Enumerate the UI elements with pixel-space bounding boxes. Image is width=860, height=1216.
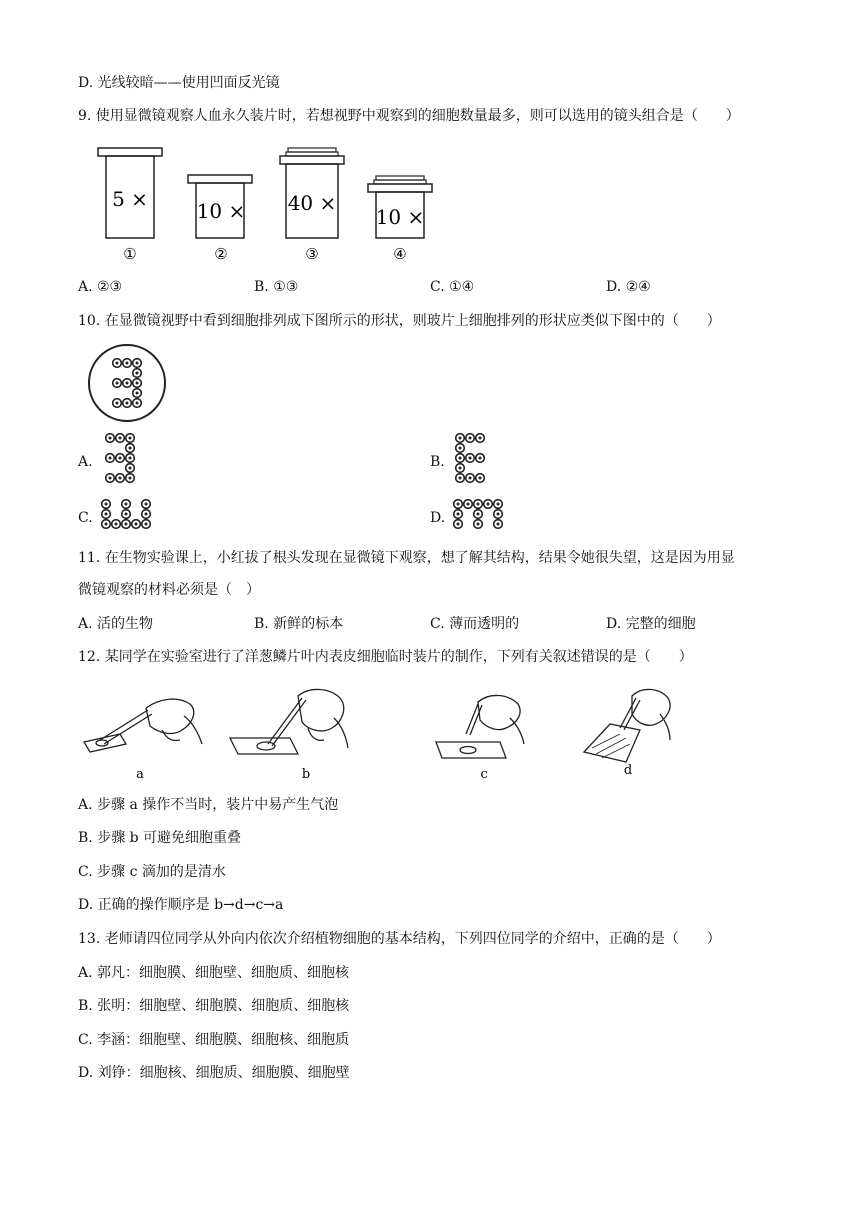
- q9-option-b[interactable]: B. ①③: [254, 279, 299, 295]
- q13-option-d[interactable]: D. 刘铮：细胞核、细胞质、细胞膜、细胞壁: [78, 1065, 350, 1081]
- q10-option-a-label[interactable]: A.: [78, 454, 93, 470]
- q13-stem: 13. 老师请四位同学从外向内依次介绍植物细胞的基本结构，下列四位同学的介绍中，正确的是（ ）: [78, 931, 721, 947]
- cell-nucleus: [135, 391, 138, 394]
- q10-field-of-view: [86, 342, 168, 424]
- cell-nucleus: [118, 476, 121, 479]
- cell-nucleus: [476, 522, 479, 525]
- q10-option-d-pattern: [452, 498, 504, 532]
- step-c-illustration: [436, 695, 524, 758]
- lens-1-num: ①: [123, 245, 137, 263]
- q12-steps-figure: [80, 682, 680, 782]
- cell-nucleus: [108, 476, 111, 479]
- q13-option-a[interactable]: A. 郭凡：细胞膜、细胞壁、细胞质、细胞核: [78, 965, 350, 981]
- q10-option-b-pattern: [454, 432, 488, 484]
- cell-nucleus: [458, 476, 461, 479]
- q13-option-c[interactable]: C. 李涵：细胞壁、细胞膜、细胞核、细胞质: [78, 1032, 350, 1048]
- step-a-label: a: [136, 767, 144, 782]
- cell-nucleus: [115, 381, 118, 384]
- cell-nucleus: [458, 446, 461, 449]
- step-c-label: c: [480, 767, 488, 782]
- cell-nucleus: [144, 512, 147, 515]
- cell-nucleus: [135, 371, 138, 374]
- q10-option-c-label[interactable]: C.: [78, 510, 93, 526]
- step-d-label: d: [623, 763, 633, 778]
- cell-nucleus: [486, 502, 489, 505]
- lens-4-mag: 10 ×: [375, 205, 425, 229]
- cell-nucleus: [456, 522, 459, 525]
- cell-nucleus: [128, 466, 131, 469]
- cell-nucleus: [104, 502, 107, 505]
- cell-nucleus: [128, 436, 131, 439]
- cell-nucleus: [476, 502, 479, 505]
- cell-nucleus: [114, 522, 117, 525]
- q12-option-c[interactable]: C. 步骤 c 滴加的是清水: [78, 864, 226, 880]
- cell-nucleus: [124, 522, 127, 525]
- lens-3-mag: 40 ×: [287, 191, 337, 215]
- cell-nucleus: [456, 502, 459, 505]
- q9-lens-figure: [90, 142, 450, 264]
- cell-nucleus: [128, 476, 131, 479]
- cell-nucleus: [468, 456, 471, 459]
- lens-2-num: ②: [214, 245, 228, 263]
- lens-4: [368, 176, 432, 263]
- cell-nucleus: [135, 361, 138, 364]
- step-d-illustration: [584, 689, 670, 762]
- cell-nucleus: [135, 381, 138, 384]
- step-a-illustration: [84, 699, 202, 752]
- cell-nucleus: [458, 436, 461, 439]
- lens-3: [280, 148, 344, 263]
- cell-nucleus: [144, 502, 147, 505]
- cell-nucleus: [458, 466, 461, 469]
- q10-stem: 10. 在显微镜视野中看到细胞排列成下图所示的形状，则玻片上细胞排列的形状应类似下图中的（ ）: [78, 313, 721, 329]
- cell-nucleus: [468, 436, 471, 439]
- cell-nucleus: [135, 401, 138, 404]
- cell-nucleus: [128, 456, 131, 459]
- cell-nucleus: [134, 522, 137, 525]
- cell-nucleus: [118, 436, 121, 439]
- lens-1: [98, 148, 162, 263]
- cell-nucleus: [104, 522, 107, 525]
- cell-nucleus: [496, 512, 499, 515]
- cell-nucleus: [458, 456, 461, 459]
- cell-nucleus: [478, 476, 481, 479]
- q10-option-a-pattern: [104, 432, 138, 484]
- lens-4-num: ④: [393, 245, 407, 263]
- q11-option-d[interactable]: D. 完整的细胞: [606, 616, 696, 632]
- q11-option-b[interactable]: B. 新鲜的标本: [254, 616, 344, 632]
- q12-option-a[interactable]: A. 步骤 a 操作不当时，装片中易产生气泡: [78, 797, 339, 813]
- cell-nucleus: [476, 512, 479, 515]
- q10-option-c-pattern: [100, 498, 152, 532]
- q11-stem-line1: 11. 在生物实验课上，小红拔了根头发现在显微镜下观察，想了解其结构，结果令她很失望，这是因为用显: [78, 550, 735, 566]
- cell-nucleus: [468, 476, 471, 479]
- cell-nucleus: [128, 446, 131, 449]
- q9-option-d[interactable]: D. ②④: [606, 279, 651, 295]
- cell-nucleus: [115, 361, 118, 364]
- cell-nucleus: [496, 502, 499, 505]
- cell-nucleus: [125, 401, 128, 404]
- q9-option-a[interactable]: A. ②③: [78, 279, 123, 295]
- q10-option-b-label[interactable]: B.: [430, 454, 445, 470]
- cell-nucleus: [456, 512, 459, 515]
- q10-option-d-label[interactable]: D.: [430, 510, 446, 526]
- q12-stem: 12. 某同学在实验室进行了洋葱鳞片叶内表皮细胞临时装片的制作，下列有关叙述错误的是（ ）: [78, 649, 693, 665]
- q11-option-a[interactable]: A. 活的生物: [78, 616, 154, 632]
- q11-stem-line2: 微镜观察的材料必须是（ ）: [78, 582, 260, 598]
- cell-nucleus: [115, 401, 118, 404]
- q9-stem: 9. 使用显微镜观察人血永久装片时，若想视野中观察到的细胞数量最多，则可以选用的镜头组合是（ ）: [78, 108, 740, 124]
- cell-nucleus: [478, 436, 481, 439]
- cell-nucleus: [108, 436, 111, 439]
- cell-nucleus: [496, 522, 499, 525]
- q13-option-b[interactable]: B. 张明：细胞壁、细胞膜、细胞质、细胞核: [78, 998, 350, 1014]
- cell-nucleus: [104, 512, 107, 515]
- fov-cell-pattern: [113, 359, 142, 408]
- cell-nucleus: [108, 456, 111, 459]
- step-b-illustration: [230, 689, 348, 754]
- cell-nucleus: [124, 512, 127, 515]
- cell-nucleus: [144, 522, 147, 525]
- q9-option-c[interactable]: C. ①④: [430, 279, 475, 295]
- lens-1-mag: 5 ×: [112, 187, 148, 211]
- cell-nucleus: [478, 456, 481, 459]
- q12-option-b[interactable]: B. 步骤 b 可避免细胞重叠: [78, 830, 242, 846]
- cell-nucleus: [118, 456, 121, 459]
- q11-option-c[interactable]: C. 薄而透明的: [430, 616, 520, 632]
- cell-nucleus: [466, 502, 469, 505]
- lens-2: [188, 175, 252, 263]
- step-b-label: b: [301, 767, 311, 782]
- lens-3-num: ③: [305, 245, 319, 263]
- cell-nucleus: [125, 361, 128, 364]
- lens-2-mag: 10 ×: [196, 199, 246, 223]
- q8-option-d: D. 光线较暗——使用凹面反光镜: [78, 75, 280, 91]
- cell-nucleus: [124, 502, 127, 505]
- cell-nucleus: [125, 381, 128, 384]
- q12-option-d[interactable]: D. 正确的操作顺序是 b→d→c→a: [78, 897, 284, 913]
